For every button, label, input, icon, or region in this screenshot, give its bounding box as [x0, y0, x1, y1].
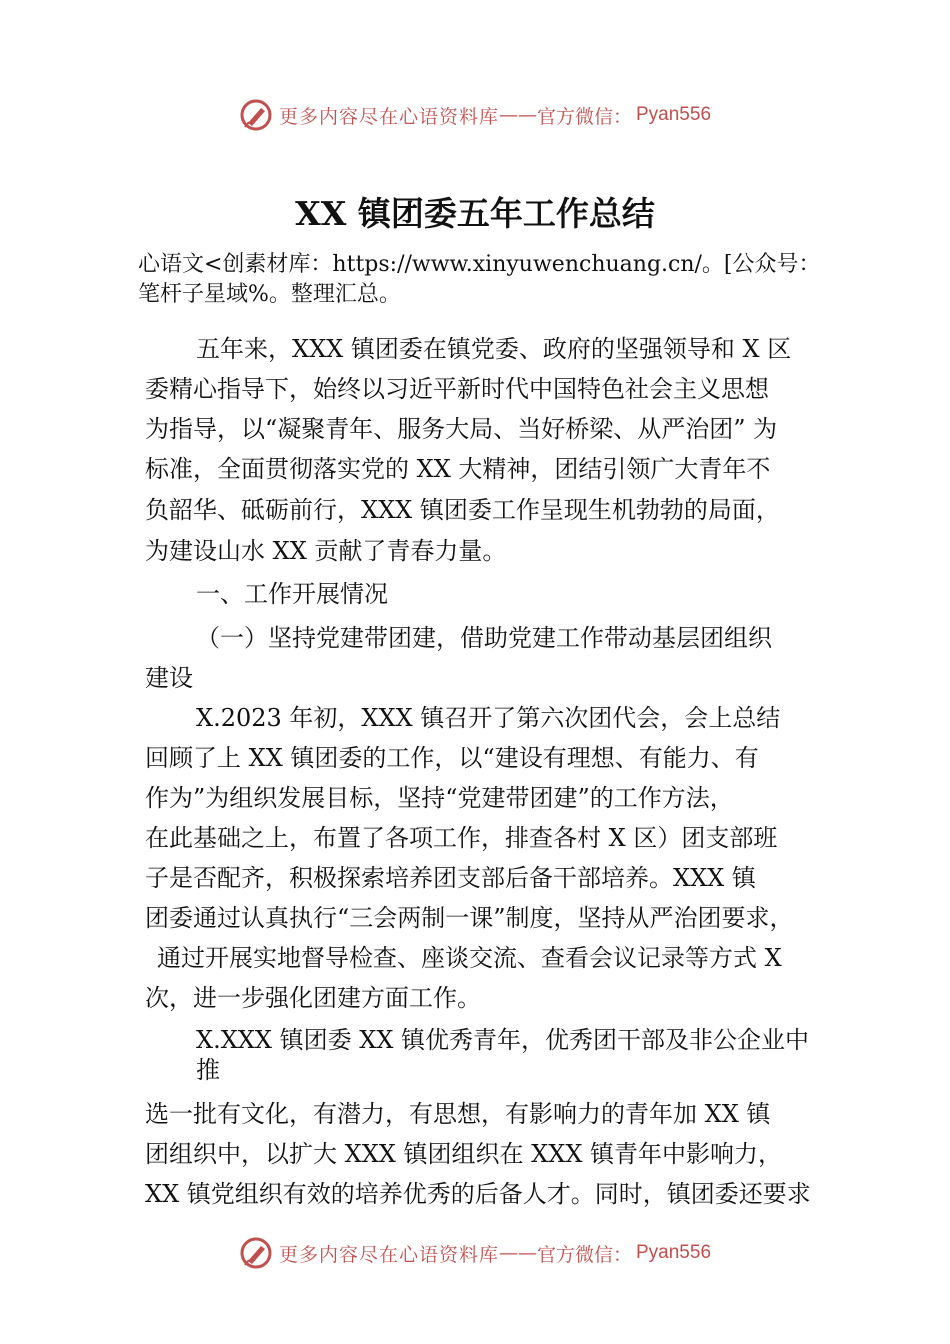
banner-wechat-label: 官方微信： [536, 1243, 632, 1266]
pen-logo-icon [239, 98, 273, 132]
body-line: 五年来，XXX 镇团委在镇党委、政府的坚强领导和 X 区 [196, 335, 792, 363]
body-line: X.2023 年初，XXX 镇召开了第六次团代会，会上总结 [196, 704, 781, 732]
header-watermark-banner [0, 95, 950, 135]
banner-wechat-label: 官方微信： [536, 105, 632, 128]
body-line: 作为”为组织发展目标，坚持“党建带团建”的工作方法， [145, 784, 734, 812]
banner-dash: —— [498, 104, 537, 126]
subsection-heading: （一）坚持党建带团建，借助党建工作带动基层团组织 [196, 624, 772, 652]
banner-wechat-id: Pyan556 [636, 104, 712, 125]
body-line: 委精心指导下，始终以习近平新时代中国特色社会主义思想 [145, 375, 769, 403]
body-line: 子是否配齐，积极探索培养团支部后备干部培养。XXX 镇 [145, 864, 756, 892]
body-line: 次，进一步强化团建方面工作。 [145, 984, 481, 1012]
source-note: 心语文<创素材库：https://www.xinyuwenchuang.cn/。[公众号：笔杆子星域%。整理汇总。 [138, 252, 821, 307]
body-line: 回顾了上 XX 镇团委的工作，以“建设有理想、有能力、有 [145, 744, 759, 772]
body-line: X.XXX 镇团委 XX 镇优秀青年，优秀团干部及非公企业中 [196, 1026, 810, 1054]
banner-brand-text: 更多内容尽在心语资料库 [278, 1243, 499, 1266]
body-line: 通过开展实地督导检查、座谈交流、查看会议记录等方式 X [157, 944, 782, 972]
body-line: 负韶华、砥砺前行，XXX 镇团委工作呈现生机勃勃的局面， [145, 496, 780, 524]
document-title: XX 镇团委五年工作总结 [295, 194, 655, 233]
body-line: 为建设山水 XX 贡献了青春力量。 [145, 537, 507, 565]
body-line: 团委通过认真执行“三会两制一课”制度，坚持从严治团要求， [145, 904, 794, 932]
body-line: XX 镇党组织有效的培养优秀的后备人才。同时，镇团委还要求 [145, 1180, 811, 1208]
body-line: 团组织中，以扩大 XXX 镇团组织在 XXX 镇青年中影响力， [145, 1140, 783, 1168]
banner-wechat-id: Pyan556 [636, 1242, 712, 1263]
body-line: 标准，全面贯彻落实党的 XX 大精神，团结引领广大青年不 [145, 455, 771, 483]
body-line: 推 [196, 1056, 220, 1084]
banner-dash: —— [498, 1242, 537, 1264]
pen-logo-icon [239, 1236, 273, 1270]
subsection-heading-cont: 建设 [145, 664, 193, 692]
footer-watermark-banner [0, 1233, 950, 1273]
body-line: 在此基础之上，布置了各项工作，排查各村 X 区）团支部班 [145, 824, 778, 852]
banner-brand-text: 更多内容尽在心语资料库 [278, 105, 499, 128]
section-heading: 一、工作开展情况 [196, 580, 388, 608]
body-line: 选一批有文化，有潜力，有思想，有影响力的青年加 XX 镇 [145, 1100, 771, 1128]
body-line: 为指导，以“凝聚青年、服务大局、当好桥梁、从严治团” 为 [145, 415, 778, 443]
